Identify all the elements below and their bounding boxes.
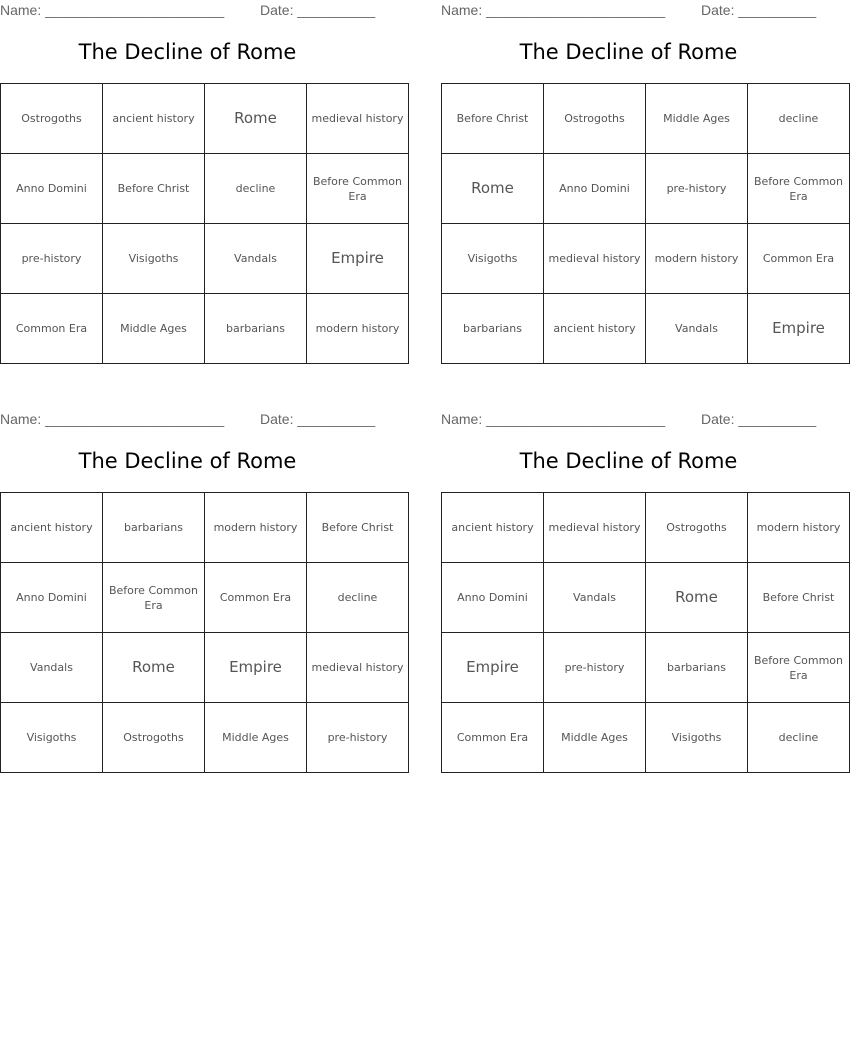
card-header <box>0 0 375 20</box>
grid-cell: Anno Domini <box>442 563 544 633</box>
grid-row <box>442 84 850 154</box>
name-label: Name: _______________________ <box>0 411 225 427</box>
grid-cell: Visigoths <box>646 703 748 773</box>
grid-row <box>1 633 409 703</box>
grid-cell: Before Common Era <box>748 633 850 703</box>
grid-cell: Before Common Era <box>103 563 205 633</box>
grid-cell: Middle Ages <box>646 84 748 154</box>
grid-row <box>1 154 409 224</box>
date-label: Date: __________ <box>701 411 817 427</box>
grid-cell: ancient history <box>1 493 103 563</box>
grid-cell: pre-history <box>544 633 646 703</box>
grid-row <box>442 633 850 703</box>
grid-cell: Vandals <box>646 294 748 364</box>
grid-cell: Common Era <box>1 294 103 364</box>
card-title: The Decline of Rome <box>519 40 738 64</box>
card-header <box>441 0 816 20</box>
grid-cell: modern history <box>646 224 748 294</box>
grid-cell: medieval history <box>544 224 646 294</box>
grid-cell: Before Christ <box>307 493 409 563</box>
grid-cell: barbarians <box>442 294 544 364</box>
grid-cell: Before Christ <box>442 84 544 154</box>
date-label: Date: __________ <box>260 411 376 427</box>
grid-row <box>1 493 409 563</box>
bingo-grid <box>0 492 409 773</box>
grid-cell: ancient history <box>442 493 544 563</box>
grid-cell: Common Era <box>205 563 307 633</box>
grid-cell: Rome <box>442 154 544 224</box>
grid-row <box>1 84 409 154</box>
grid-cell: Ostrogoths <box>544 84 646 154</box>
date-label: Date: __________ <box>701 2 817 18</box>
grid-row <box>442 493 850 563</box>
grid-cell: medieval history <box>544 493 646 563</box>
grid-cell: pre-history <box>646 154 748 224</box>
grid-cell: modern history <box>748 493 850 563</box>
grid-cell: Empire <box>307 224 409 294</box>
grid-cell: Ostrogoths <box>646 493 748 563</box>
date-label: Date: __________ <box>260 2 376 18</box>
grid-cell: Anno Domini <box>1 154 103 224</box>
grid-row <box>1 703 409 773</box>
grid-cell: Rome <box>646 563 748 633</box>
grid-cell: Empire <box>442 633 544 703</box>
grid-cell: modern history <box>205 493 307 563</box>
grid-row <box>442 294 850 364</box>
grid-cell: Empire <box>748 294 850 364</box>
grid-row <box>442 563 850 633</box>
bingo-grid <box>441 83 850 364</box>
name-label: Name: _______________________ <box>0 2 225 18</box>
grid-cell: Ostrogoths <box>103 703 205 773</box>
grid-cell: medieval history <box>307 84 409 154</box>
card-header <box>441 409 816 429</box>
grid-row <box>1 563 409 633</box>
grid-cell: Visigoths <box>1 703 103 773</box>
card-title: The Decline of Rome <box>78 40 297 64</box>
card-title: The Decline of Rome <box>78 449 297 473</box>
card-header <box>0 409 375 429</box>
grid-cell: Empire <box>205 633 307 703</box>
grid-cell: ancient history <box>103 84 205 154</box>
grid-cell: pre-history <box>307 703 409 773</box>
grid-cell: Anno Domini <box>1 563 103 633</box>
card-title: The Decline of Rome <box>519 449 738 473</box>
grid-cell: decline <box>748 84 850 154</box>
grid-cell: Before Christ <box>748 563 850 633</box>
grid-cell: decline <box>748 703 850 773</box>
grid-cell: modern history <box>307 294 409 364</box>
grid-cell: Anno Domini <box>544 154 646 224</box>
grid-cell: Rome <box>103 633 205 703</box>
grid-cell: decline <box>205 154 307 224</box>
name-label: Name: _______________________ <box>441 2 666 18</box>
grid-cell: Before Common Era <box>748 154 850 224</box>
grid-cell: Rome <box>205 84 307 154</box>
grid-cell: Middle Ages <box>544 703 646 773</box>
grid-cell: Vandals <box>1 633 103 703</box>
grid-cell: Common Era <box>748 224 850 294</box>
grid-cell: Common Era <box>442 703 544 773</box>
grid-row <box>442 703 850 773</box>
grid-cell: pre-history <box>1 224 103 294</box>
grid-cell: Vandals <box>205 224 307 294</box>
grid-cell: Middle Ages <box>205 703 307 773</box>
bingo-grid <box>441 492 850 773</box>
grid-cell: Middle Ages <box>103 294 205 364</box>
grid-cell: Vandals <box>544 563 646 633</box>
name-label: Name: _______________________ <box>441 411 666 427</box>
grid-cell: ancient history <box>544 294 646 364</box>
grid-cell: Before Christ <box>103 154 205 224</box>
grid-row <box>442 154 850 224</box>
grid-cell: Before Common Era <box>307 154 409 224</box>
grid-row <box>1 294 409 364</box>
grid-cell: Visigoths <box>442 224 544 294</box>
grid-cell: Visigoths <box>103 224 205 294</box>
grid-cell: barbarians <box>205 294 307 364</box>
grid-cell: barbarians <box>103 493 205 563</box>
grid-row <box>1 224 409 294</box>
grid-row <box>442 224 850 294</box>
grid-cell: Ostrogoths <box>1 84 103 154</box>
grid-cell: decline <box>307 563 409 633</box>
grid-cell: barbarians <box>646 633 748 703</box>
grid-cell: medieval history <box>307 633 409 703</box>
bingo-grid <box>0 83 409 364</box>
